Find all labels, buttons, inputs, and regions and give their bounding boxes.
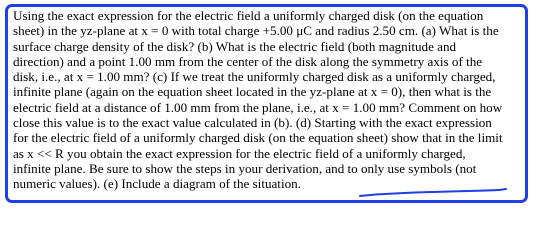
problem-line-8: close this value is to the exact value calculated in (b). (d) Starting with the exact expression xyxy=(13,115,492,131)
problem-line-7: electric field at a distance of 1.00 mm from the plane, i.e., at x = 1.00 mm? Comment on how xyxy=(13,99,503,115)
problem-line-5: disk, i.e., at x = 1.00 mm? (c) If we treat the uniformly charged disk as a uniformly charged, xyxy=(13,69,496,85)
problem-line-11: infinite plane. Be sure to show the steps in your derivation, and to only use symbols (not xyxy=(13,160,477,176)
problem-line-12: numeric values). (e) Include a diagram of the situation. xyxy=(13,176,301,192)
problem-line-6: infinite plane (again on the equation sheet located in the yz-plane at x = 0), then what is the xyxy=(13,84,492,100)
problem-line-9: for the electric field of a uniformly charged disk (on the equation sheet) show that in the limit xyxy=(13,130,503,146)
problem-line-3: surface charge density of the disk? (b) What is the electric field (both magnitude and xyxy=(13,38,457,54)
problem-statement xyxy=(13,8,523,192)
pen-underline-mark xyxy=(358,188,508,200)
problem-line-4: direction) and a point 1.00 mm from the center of the disk along the symmetry axis of the xyxy=(13,53,483,69)
problem-line-10: as x << R you obtain the exact expression for the electric field of a uniformly charged, xyxy=(13,145,466,161)
problem-line-1: Using the exact expression for the electric field a uniformly charged disk (on the equation xyxy=(13,8,484,23)
problem-line-2: sheet) in the yz-plane at x = 0 with total charge +5.00 μC and radius 2.50 cm. (a) What is the xyxy=(13,23,499,39)
